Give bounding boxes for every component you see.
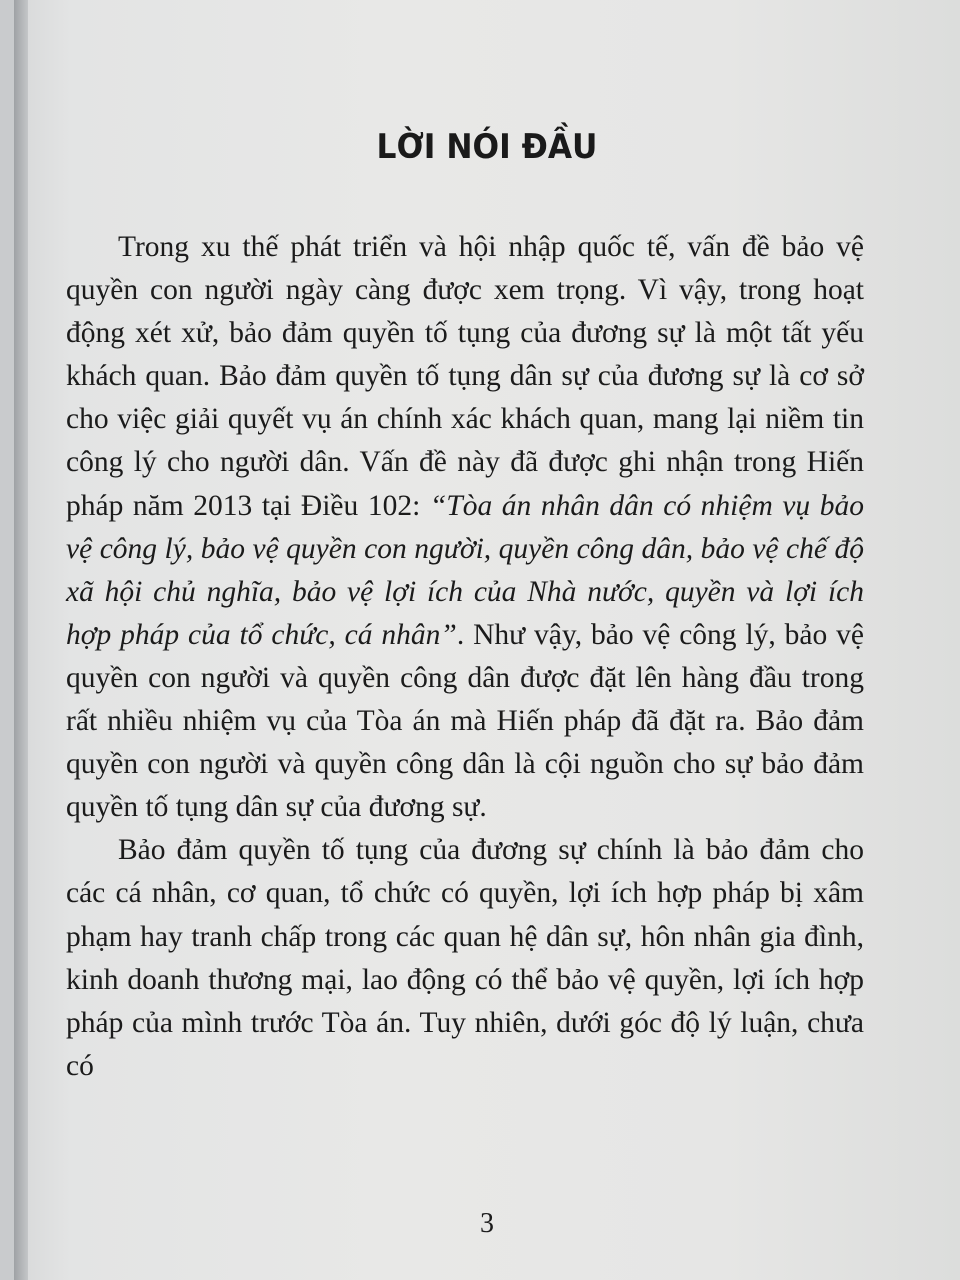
paragraph-2: Bảo đảm quyền tố tụng của đương sự chính là bảo đảm cho các cá nhân, cơ quan, tổ chức có quyền, lợi ích hợp pháp bị xâm phạm hay tranh chấp trong các quan hệ dân sự, hôn nhân gia đình, kinh doanh thương mại, lao động có thể bảo vệ quyền, lợi ích hợp pháp của mình trước Tòa án. Tuy nhiên, dưới góc độ lý luận, chưa có (66, 834, 864, 1082)
constitution-quote: “Tòa án nhân dân có nhiệm vụ bảo vệ công lý, bảo vệ quyền con người, quyền công dân, bảo vệ chế độ xã hội chủ nghĩa, bảo vệ lợi ích của Nhà nước, quyền và lợi ích hợp pháp của tổ chức, cá nhân” (66, 489, 864, 651)
body-text (66, 226, 864, 1088)
book-gutter (14, 0, 28, 1280)
paragraph-1 (66, 226, 864, 829)
paragraph-1-continuation: . Như vậy, bảo vệ công lý, bảo vệ quyền con người và quyền công dân được đặt lên hàng đầu trong rất nhiều nhiệm vụ của Tòa án mà Hiến pháp đã đặt ra. Bảo đảm quyền con người và quyền công dân là cội nguồn cho sự bảo đảm quyền tố tụng dân sự của đương sự. (66, 618, 864, 824)
page-number: 3 (480, 1208, 494, 1239)
page-heading: LỜI NÓI ĐẦU (376, 127, 598, 167)
paragraph-1-text: Trong xu thế phát triển và hội nhập quốc tế, vấn đề bảo vệ quyền con người ngày càng được xem trọng. Vì vậy, trong hoạt động xét xử, bảo đảm quyền tố tụng của đương sự là một tất yếu khách quan. Bảo đảm quyền tố tụng dân sự của đương sự là cơ sở cho việc giải quyết vụ án chính xác khách quan, mang lại niềm tin công lý cho người dân. Vấn đề này đã được ghi nhận trong Hiến pháp năm 2013 tại Điều 102: (66, 231, 864, 522)
book-page (14, 0, 960, 1280)
